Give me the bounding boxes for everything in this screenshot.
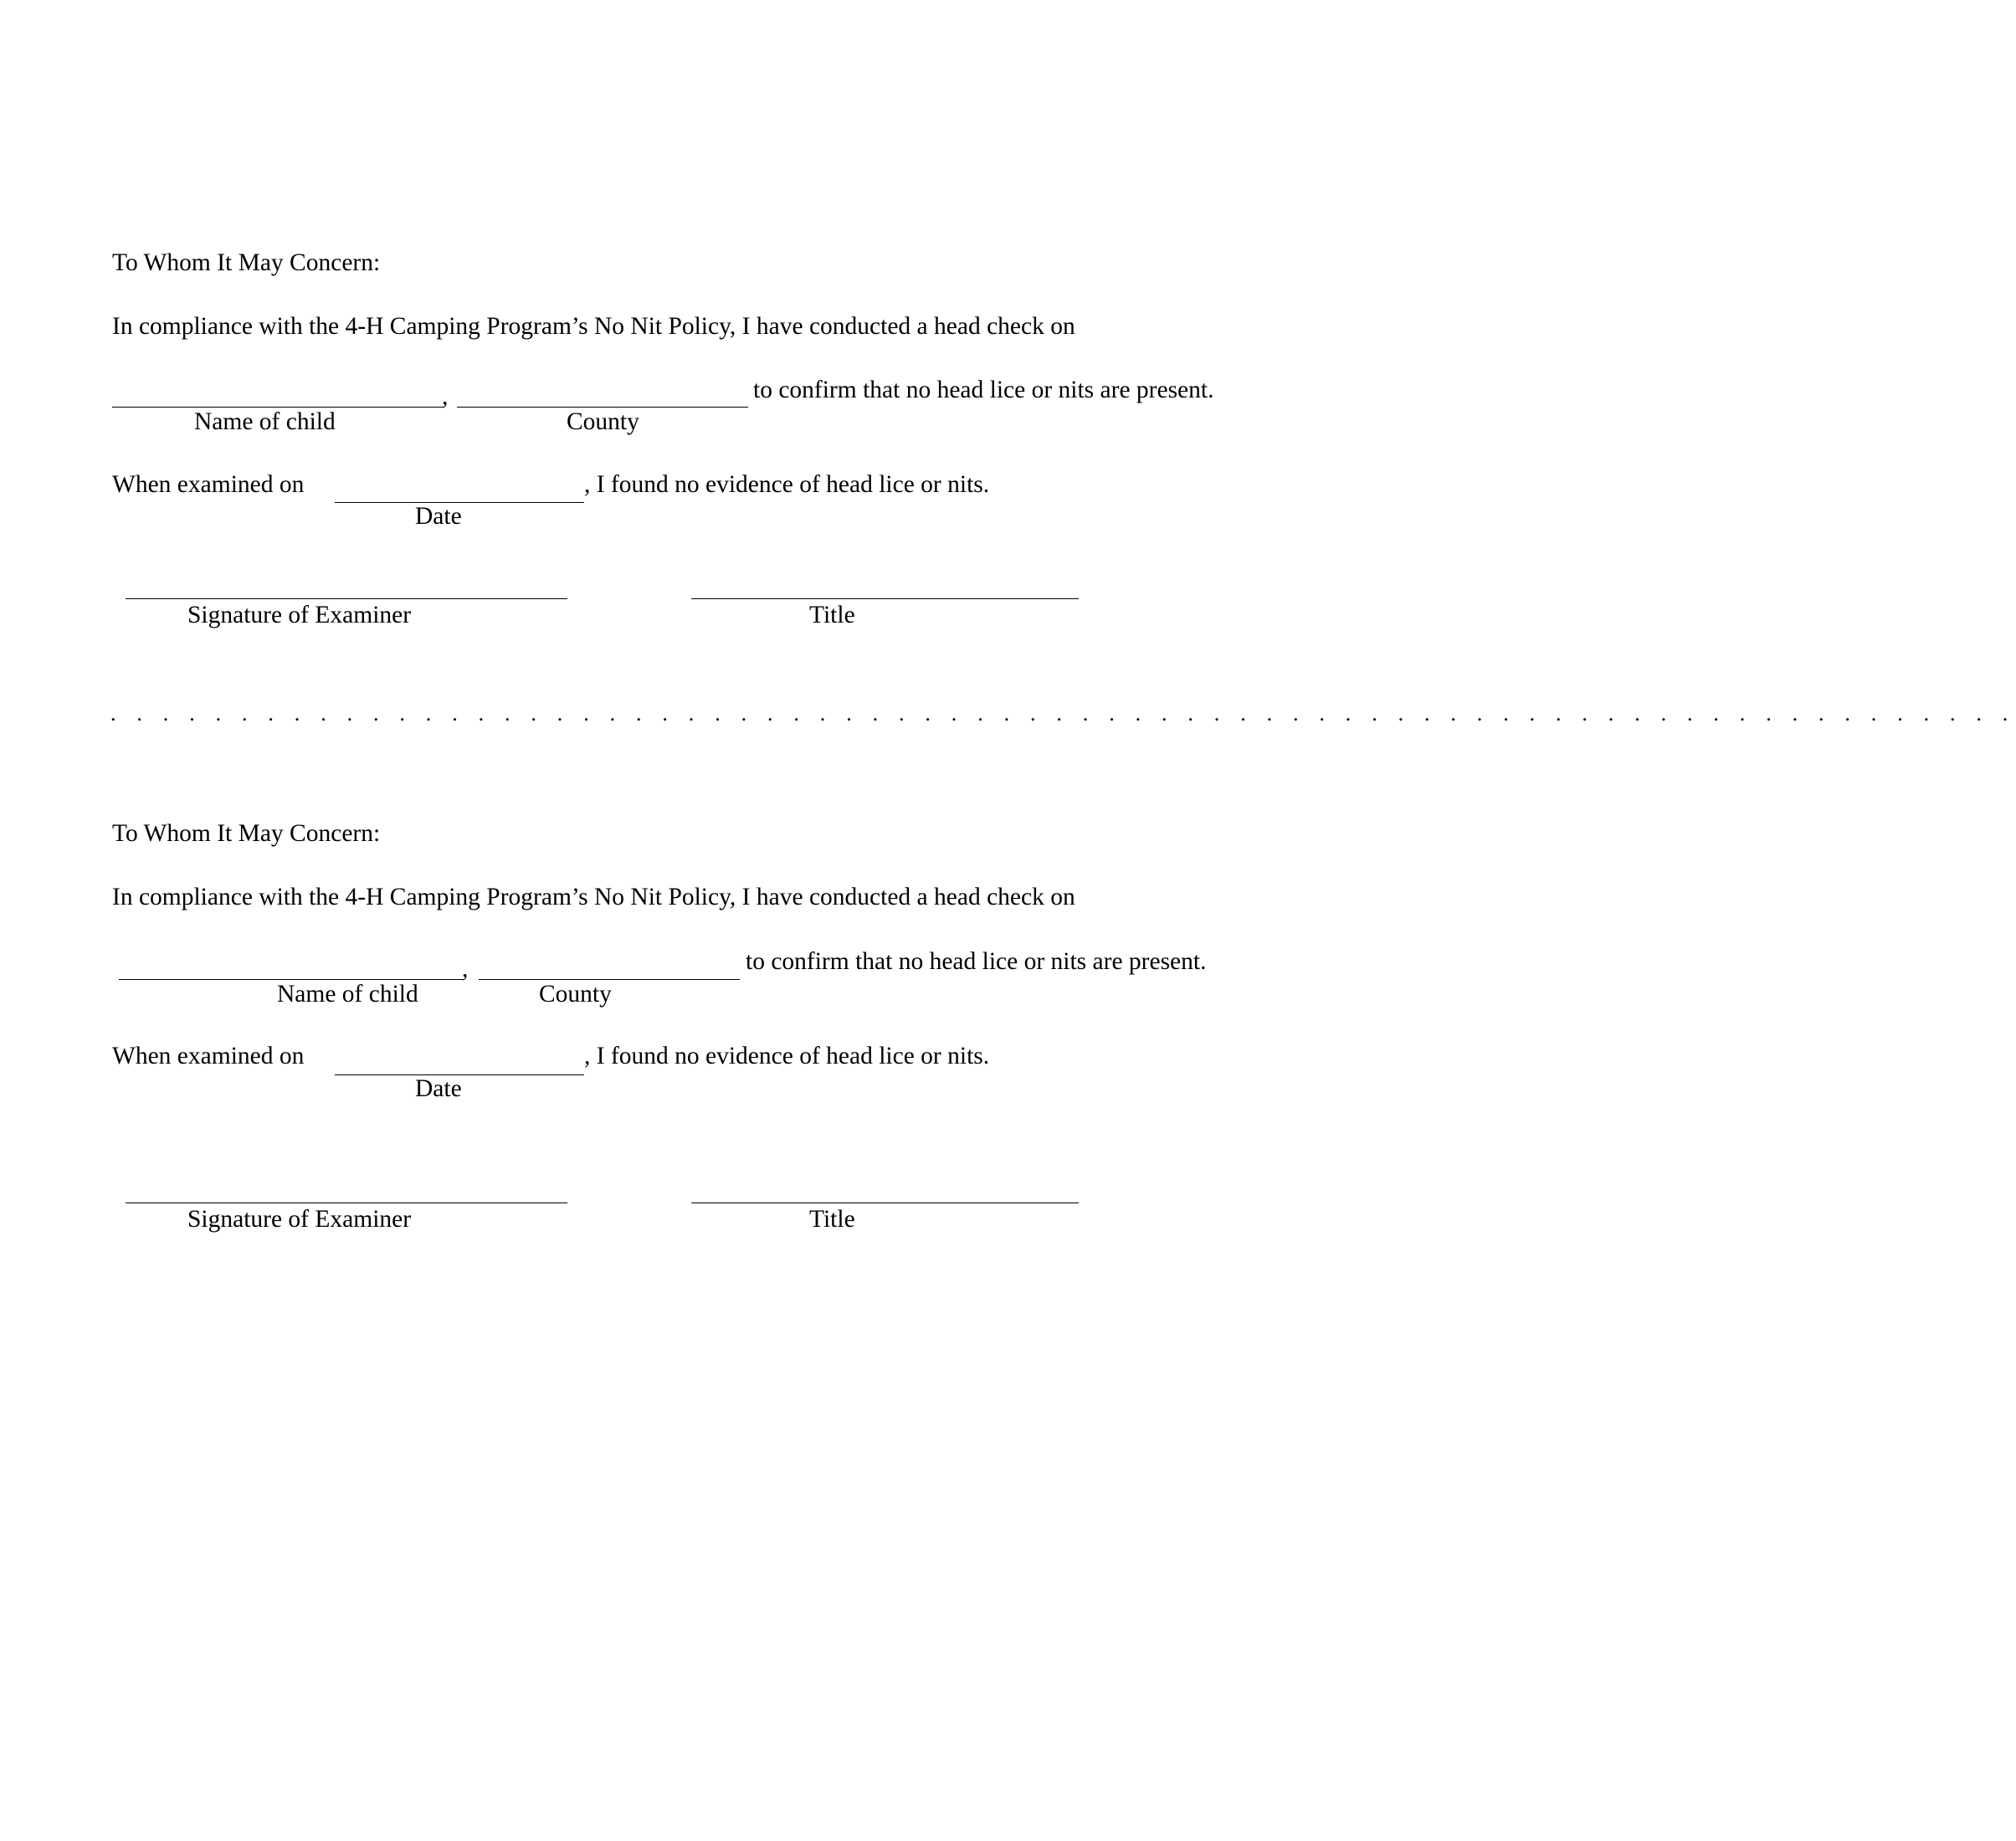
intro-text: In compliance with the 4-H Camping Program’s No Nit Policy, I have conducted a head check on bbox=[112, 884, 1075, 910]
name-of-child-field[interactable] bbox=[119, 979, 464, 980]
comma: , bbox=[462, 956, 469, 982]
name-of-child-label: Name of child bbox=[194, 408, 336, 435]
signature-label: Signature of Examiner bbox=[187, 602, 412, 628]
examined-prefix: When examined on bbox=[112, 471, 305, 498]
intro-text: In compliance with the 4-H Camping Program’s No Nit Policy, I have conducted a head check on bbox=[112, 313, 1075, 340]
name-of-child-field[interactable] bbox=[112, 407, 444, 408]
salutation: To Whom It May Concern: bbox=[112, 820, 381, 847]
signature-label: Signature of Examiner bbox=[187, 1206, 412, 1233]
comma: , bbox=[442, 383, 449, 410]
title-label: Title bbox=[809, 1206, 855, 1233]
signature-field[interactable] bbox=[126, 598, 567, 599]
examined-prefix: When examined on bbox=[112, 1043, 305, 1069]
confirm-text: to confirm that no head lice or nits are present. bbox=[746, 948, 1207, 975]
date-label: Date bbox=[415, 1075, 462, 1102]
examined-suffix: , I found no evidence of head lice or nits. bbox=[584, 1043, 990, 1069]
county-field[interactable] bbox=[479, 979, 740, 980]
county-label: County bbox=[539, 981, 612, 1008]
salutation: To Whom It May Concern: bbox=[112, 249, 381, 276]
title-field[interactable] bbox=[691, 598, 1079, 599]
county-label: County bbox=[567, 408, 639, 435]
examined-suffix: , I found no evidence of head lice or nits. bbox=[584, 471, 990, 498]
name-of-child-label: Name of child bbox=[277, 981, 418, 1008]
date-label: Date bbox=[415, 503, 462, 530]
title-label: Title bbox=[809, 602, 855, 628]
cut-line-separator: . . . . . . . . . . . . . . . . . . . . . . . . . . . . . . . . . . . . . . . . . . . . . . . . . . . . . . . . . . . . . . . . . . . . . . . . . bbox=[110, 701, 2016, 726]
confirm-text: to confirm that no head lice or nits are present. bbox=[753, 377, 1214, 403]
county-field[interactable] bbox=[457, 407, 748, 408]
